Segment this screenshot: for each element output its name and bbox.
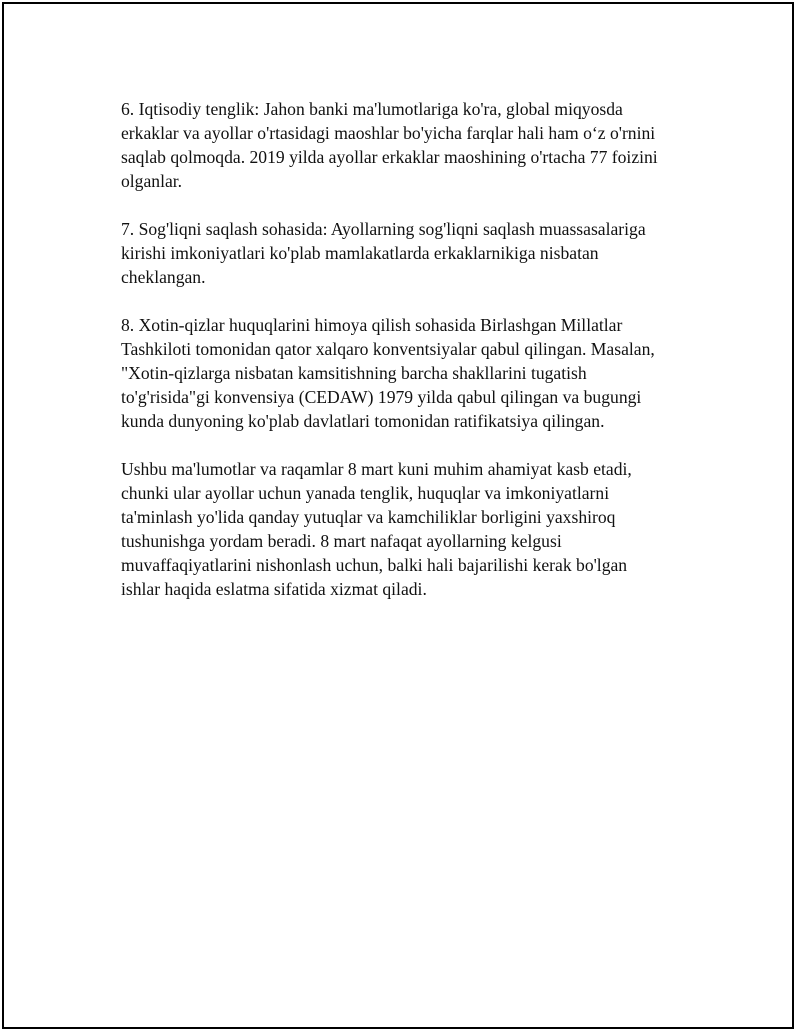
- paragraph-healthcare: [121, 217, 701, 289]
- text-line: erkaklar va ayollar o'rtasidagi maoshlar bo'yicha farqlar hali ham o‘z o'rnini: [121, 123, 656, 143]
- text-line: "Xotin-qizlarga nisbatan kamsitishning barcha shakllarini tugatish: [121, 363, 587, 383]
- text-line: 8. Xotin-qizlar huquqlarini himoya qilish sohasida Birlashgan Millatlar: [121, 315, 623, 335]
- text-line: Tashkiloti tomonidan qator xalqaro konventsiyalar qabul qilingan. Masalan,: [121, 339, 655, 359]
- text-line: cheklangan.: [121, 267, 206, 287]
- text-line: chunki ular ayollar uchun yanada tenglik, huquqlar va imkoniyatlarni: [121, 483, 610, 503]
- text-line: olganlar.: [121, 171, 183, 191]
- document-body: [121, 97, 701, 625]
- text-line: muvaffaqiyatlarini nishonlash uchun, balki hali bajarilishi kerak bo'lgan: [121, 555, 628, 575]
- text-line: Ushbu ma'lumotlar va raqamlar 8 mart kuni muhim ahamiyat kasb etadi,: [121, 459, 632, 479]
- paragraph-womens-rights: [121, 313, 701, 433]
- text-line: ta'minlash yo'lida qanday yutuqlar va kamchiliklar borligini yaxshiroq: [121, 507, 616, 527]
- paragraph-economic-equality: [121, 97, 701, 193]
- text-line: ishlar haqida eslatma sifatida xizmat qiladi.: [121, 579, 427, 599]
- paragraph-conclusion: [121, 457, 701, 601]
- text-line: 7. Sog'liqni saqlash sohasida: Ayollarning sog'liqni saqlash muassasalariga: [121, 219, 646, 239]
- document-page: [2, 2, 794, 1029]
- text-line: tushunishga yordam beradi. 8 mart nafaqat ayollarning kelgusi: [121, 531, 562, 551]
- text-line: 6. Iqtisodiy tenglik: Jahon banki ma'lumotlariga ko'ra, global miqyosda: [121, 99, 623, 119]
- text-line: kirishi imkoniyatlari ko'plab mamlakatlarda erkaklarnikiga nisbatan: [121, 243, 599, 263]
- text-line: to'g'risida"gi konvensiya (CEDAW) 1979 yilda qabul qilingan va bugungi: [121, 387, 642, 407]
- text-line: kunda dunyoning ko'plab davlatlari tomonidan ratifikatsiya qilingan.: [121, 411, 605, 431]
- text-line: saqlab qolmoqda. 2019 yilda ayollar erkaklar maoshining o'rtacha 77 foizini: [121, 147, 658, 167]
